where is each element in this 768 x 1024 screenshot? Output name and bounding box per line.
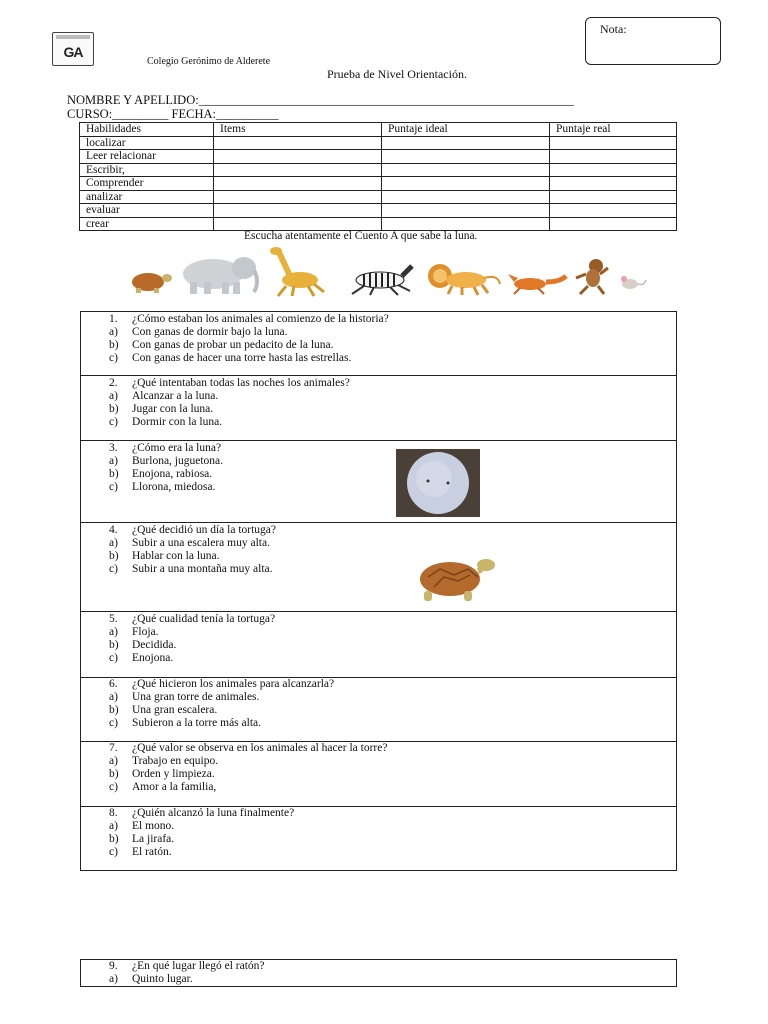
table-row <box>80 177 677 191</box>
column-header: Puntaje real <box>550 123 677 137</box>
giraffe-illustration <box>270 247 324 296</box>
question-number: 9. <box>109 960 118 972</box>
question-text: ¿Qué hicieron los animales para alcanzarla? <box>132 678 335 690</box>
question-number: 3. <box>109 442 118 454</box>
question-box-2 <box>80 375 677 441</box>
option-text[interactable]: Con ganas de hacer una torre hasta las estrellas. <box>132 352 352 364</box>
real-score-cell[interactable] <box>550 177 677 191</box>
turtle-illustration <box>132 273 172 293</box>
grade-label: Nota: <box>600 22 627 36</box>
option-letter[interactable]: a) <box>109 691 118 703</box>
skill-cell: evaluar <box>80 204 214 218</box>
question-number: 5. <box>109 613 118 625</box>
skills-table <box>79 122 677 231</box>
skill-cell: crear <box>80 217 214 231</box>
real-score-cell[interactable] <box>550 190 677 204</box>
skill-cell: localizar <box>80 136 214 150</box>
page-title: Prueba de Nivel Orientación. <box>327 67 467 81</box>
question-number: 1. <box>109 313 118 325</box>
option-text[interactable]: Enojona. <box>132 652 174 664</box>
items-cell[interactable] <box>214 217 382 231</box>
option-text[interactable]: Burlona, juguetona. <box>132 455 224 467</box>
question-text: ¿Qué decidió un día la tortuga? <box>132 524 277 536</box>
lion-illustration <box>428 264 500 295</box>
question-text: ¿Cómo estaban los animales al comienzo de la historia? <box>132 313 389 325</box>
question-number: 8. <box>109 807 118 819</box>
zebra-illustration <box>352 266 412 295</box>
grade-box[interactable] <box>585 17 721 65</box>
option-letter[interactable]: b) <box>109 639 119 651</box>
option-letter[interactable]: c) <box>109 481 118 493</box>
option-text[interactable]: Dormir con la luna. <box>132 416 223 428</box>
question-box-4 <box>80 522 677 612</box>
real-score-cell[interactable] <box>550 217 677 231</box>
option-text[interactable]: Orden y limpieza. <box>132 768 215 780</box>
question-text: ¿En qué lugar llegó el ratón? <box>132 960 265 972</box>
items-cell[interactable] <box>214 204 382 218</box>
option-text[interactable]: Quinto lugar. <box>132 973 193 985</box>
option-text[interactable]: Una gran torre de animales. <box>132 691 260 703</box>
option-letter[interactable]: a) <box>109 626 118 638</box>
column-header: Items <box>214 123 382 137</box>
skill-cell: Escribir, <box>80 163 214 177</box>
real-score-cell[interactable] <box>550 204 677 218</box>
option-letter[interactable]: c) <box>109 652 118 664</box>
school-name: Colegio Gerónimo de Alderete <box>147 56 271 67</box>
turtle-illustration <box>414 547 500 603</box>
elephant-illustration <box>183 257 257 294</box>
items-cell[interactable] <box>214 177 382 191</box>
question-number: 6. <box>109 678 118 690</box>
question-number: 2. <box>109 377 118 389</box>
listening-instruction: Escucha atentamente el Cuento A que sabe la luna. <box>244 230 478 242</box>
option-text[interactable]: Subir a una montaña muy alta. <box>132 563 273 575</box>
option-letter[interactable]: b) <box>109 339 119 351</box>
skill-cell: Leer relacionar <box>80 150 214 164</box>
question-text: ¿Qué intentaban todas las noches los animales? <box>132 377 350 389</box>
fox-illustration <box>508 274 566 294</box>
option-letter[interactable]: a) <box>109 755 118 767</box>
school-logo <box>52 32 94 66</box>
option-letter[interactable]: c) <box>109 352 118 364</box>
option-text[interactable]: Decidida. <box>132 639 177 651</box>
real-score-cell[interactable] <box>550 136 677 150</box>
items-cell[interactable] <box>214 190 382 204</box>
option-text[interactable]: Una gran escalera. <box>132 704 218 716</box>
ideal-score-cell[interactable] <box>382 190 550 204</box>
option-letter[interactable]: b) <box>109 468 119 480</box>
option-letter[interactable]: a) <box>109 820 118 832</box>
option-letter[interactable]: a) <box>109 455 118 467</box>
option-letter[interactable]: a) <box>109 973 118 985</box>
question-text: ¿Cómo era la luna? <box>132 442 222 454</box>
ideal-score-cell[interactable] <box>382 163 550 177</box>
real-score-cell[interactable] <box>550 163 677 177</box>
option-letter[interactable]: c) <box>109 846 118 858</box>
items-cell[interactable] <box>214 163 382 177</box>
option-text[interactable]: Con ganas de dormir bajo la luna. <box>132 326 288 338</box>
option-text[interactable]: Floja. <box>132 626 159 638</box>
question-text: ¿Qué cualidad tenía la tortuga? <box>132 613 276 625</box>
table-row <box>80 190 677 204</box>
real-score-cell[interactable] <box>550 150 677 164</box>
skill-cell: analizar <box>80 190 214 204</box>
question-box-8 <box>80 806 677 871</box>
question-number: 4. <box>109 524 118 536</box>
option-text[interactable]: El ratón. <box>132 846 172 858</box>
question-box-7 <box>80 741 677 807</box>
option-letter[interactable]: c) <box>109 717 118 729</box>
option-letter[interactable]: b) <box>109 833 119 845</box>
option-text[interactable]: Amor a la familia, <box>132 781 217 793</box>
course-date-line[interactable]: CURSO:_________ FECHA:__________ <box>67 107 279 121</box>
option-text[interactable]: Llorona, miedosa. <box>132 481 216 493</box>
table-row <box>80 150 677 164</box>
option-text[interactable]: Alcanzar a la luna. <box>132 390 219 402</box>
question-box-6 <box>80 677 677 742</box>
option-letter[interactable]: a) <box>109 537 118 549</box>
option-letter[interactable]: b) <box>109 704 119 716</box>
ideal-score-cell[interactable] <box>382 177 550 191</box>
skill-cell: Comprender <box>80 177 214 191</box>
question-box-9 <box>80 959 677 987</box>
option-letter[interactable]: b) <box>109 550 119 562</box>
option-letter[interactable]: b) <box>109 768 119 780</box>
table-row <box>80 163 677 177</box>
question-text: ¿Qué valor se observa en los animales al hacer la torre? <box>132 742 388 754</box>
column-header: Habilidades <box>80 123 214 137</box>
question-box-5 <box>80 611 677 678</box>
monkey-illustration <box>576 259 608 294</box>
option-text[interactable]: Subir a una escalera muy alta. <box>132 537 270 549</box>
question-text: ¿Quién alcanzó la luna finalmente? <box>132 807 295 819</box>
table-row <box>80 136 677 150</box>
option-text[interactable]: Trabajo en equipo. <box>132 755 219 767</box>
option-text[interactable]: Hablar con la luna. <box>132 550 220 562</box>
option-text[interactable]: La jirafa. <box>132 833 175 845</box>
column-header: Puntaje ideal <box>382 123 550 137</box>
question-box-1 <box>80 311 677 376</box>
moon-illustration <box>396 449 480 517</box>
option-letter[interactable]: c) <box>109 781 118 793</box>
table-row <box>80 217 677 231</box>
ideal-score-cell[interactable] <box>382 150 550 164</box>
option-letter[interactable]: a) <box>109 390 118 402</box>
table-header-row <box>80 123 677 137</box>
name-field-line[interactable]: NOMBRE Y APELLIDO:____________________________________________________________ <box>67 93 574 107</box>
option-text[interactable]: Con ganas de probar un pedacito de la luna. <box>132 339 334 351</box>
option-letter[interactable]: a) <box>109 326 118 338</box>
option-letter[interactable]: b) <box>109 403 119 415</box>
question-box-3 <box>80 440 677 523</box>
option-text[interactable]: Subieron a la torre más alta. <box>132 717 262 729</box>
ideal-score-cell[interactable] <box>382 217 550 231</box>
option-text[interactable]: Jugar con la luna. <box>132 403 214 415</box>
mouse-illustration <box>621 276 646 289</box>
logo-text: GA <box>63 44 83 60</box>
table-row <box>80 204 677 218</box>
items-cell[interactable] <box>214 150 382 164</box>
ideal-score-cell[interactable] <box>382 204 550 218</box>
option-letter[interactable]: c) <box>109 416 118 428</box>
option-text[interactable]: El mono. <box>132 820 175 832</box>
ideal-score-cell[interactable] <box>382 136 550 150</box>
items-cell[interactable] <box>214 136 382 150</box>
option-text[interactable]: Enojona, rabiosa. <box>132 468 213 480</box>
question-number: 7. <box>109 742 118 754</box>
animals-illustration <box>118 246 648 298</box>
option-letter[interactable]: c) <box>109 563 118 575</box>
